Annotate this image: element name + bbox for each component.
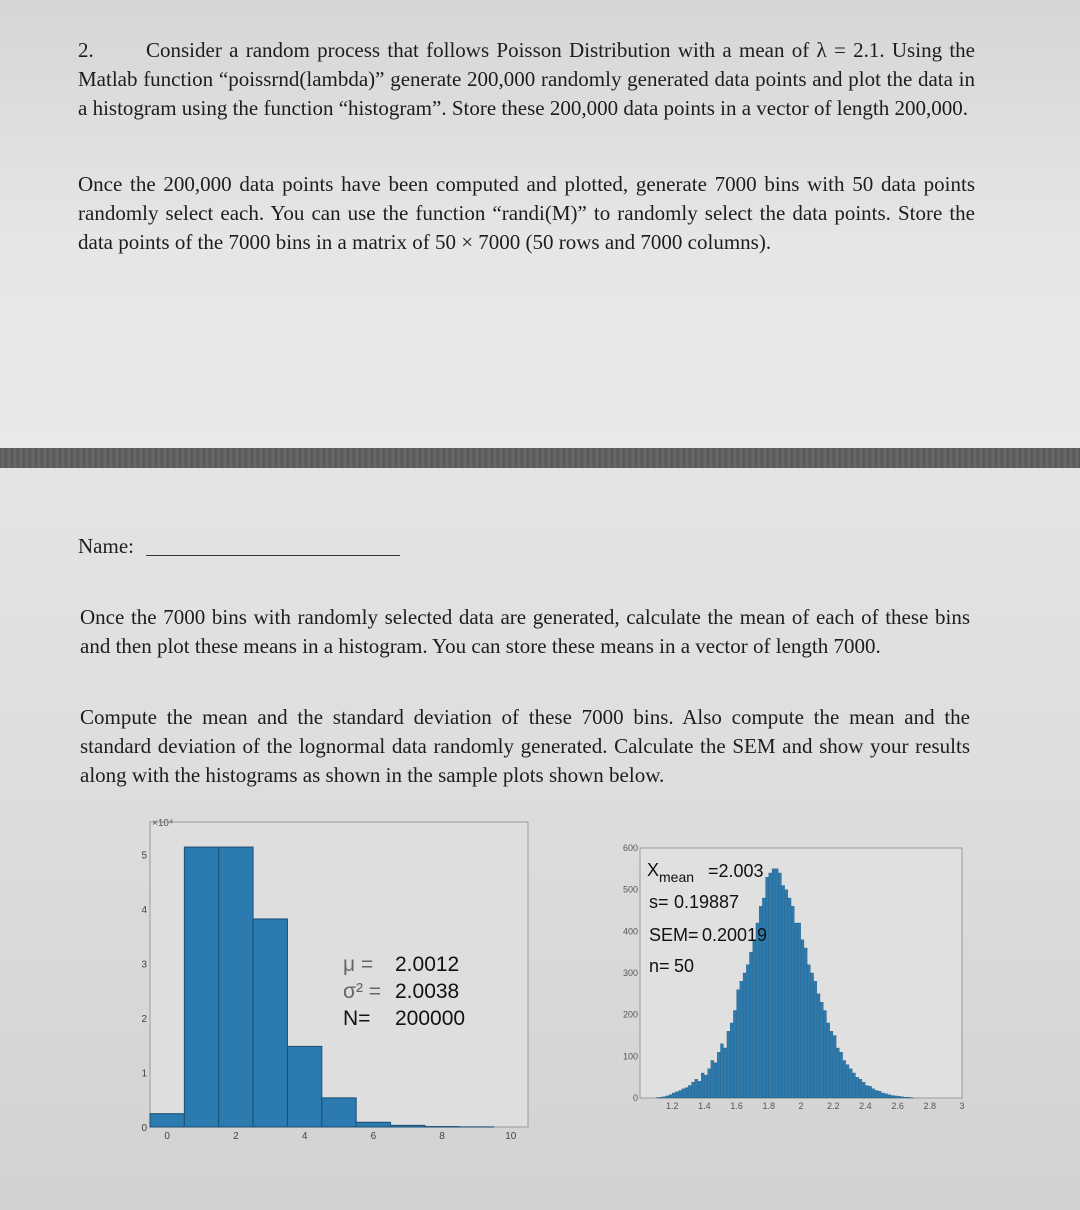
chart2-y-tick-label: 400	[622, 926, 638, 937]
chart2-y-tick-label: 600	[622, 843, 638, 853]
chart2-bar	[685, 1088, 688, 1098]
chart2-x-tick-label: 2.8	[923, 1101, 937, 1111]
chart2-bar	[820, 1002, 823, 1098]
chart2-bar	[778, 873, 781, 1098]
chart2-x-tick-label: 1.6	[730, 1101, 743, 1111]
chart2-bar	[675, 1092, 678, 1098]
chart1-bar	[287, 1046, 321, 1127]
chart2-bar	[730, 1023, 733, 1098]
chart2-x-tick-label: 2.6	[891, 1101, 904, 1111]
chart2-bar	[817, 994, 820, 1098]
chart2-bar	[711, 1061, 714, 1099]
chart2-x-tick-label: 2	[798, 1101, 804, 1111]
chart2-bar	[891, 1096, 894, 1099]
chart2-sem-label: SEM=	[649, 925, 699, 945]
chart1-x-tick-label: 6	[370, 1131, 377, 1142]
chart2-bar	[708, 1069, 711, 1098]
chart2-bar	[830, 1031, 833, 1098]
chart2-bar	[756, 923, 759, 1098]
chart1-sigma-label: σ² =	[343, 980, 382, 1003]
chart2-bar	[878, 1091, 881, 1098]
chart2-bar	[836, 1048, 839, 1098]
chart2-bar	[798, 923, 801, 1098]
chart2-bar	[853, 1073, 856, 1098]
chart2-bar	[695, 1079, 698, 1098]
chart2-s-label: s=	[649, 892, 669, 912]
chart2-xmean-label: $X_{mean}$	[647, 860, 695, 885]
chart2-bar	[724, 1048, 727, 1098]
chart2-bar	[740, 981, 743, 1098]
chart1-y-tick-label: 5	[141, 850, 147, 862]
chart2-bar	[824, 1011, 827, 1099]
chart1-exponent-label: ×10⁴	[152, 818, 174, 829]
chart2-bar	[849, 1069, 852, 1098]
chart1-x-tick-label: 8	[439, 1131, 445, 1142]
chart2-bar	[659, 1097, 662, 1098]
chart2-bar	[846, 1065, 849, 1098]
chart1-bar	[322, 1098, 356, 1127]
chart2-bar	[766, 877, 769, 1098]
chart2-y-tick-label: 500	[622, 884, 638, 895]
chart2-bar	[785, 890, 788, 1098]
chart2-bar	[721, 1044, 724, 1098]
chart2-bar	[901, 1097, 904, 1098]
chart2-bar	[772, 869, 775, 1098]
chart1-x-tick-label: 4	[301, 1131, 308, 1142]
chart1-x-tick-label: 10	[505, 1131, 517, 1142]
chart2-bar	[801, 940, 804, 1098]
chart2-bar	[843, 1061, 846, 1099]
chart1-bar	[253, 919, 287, 1127]
chart1-bar	[391, 1125, 425, 1127]
chart1-mu-label: μ =	[343, 953, 374, 976]
chart2-bar	[737, 990, 740, 1098]
chart1-bar	[184, 847, 218, 1127]
chart2-bar	[717, 1052, 720, 1098]
chart2-bar	[827, 1023, 830, 1098]
chart1-x-tick-label: 0	[164, 1131, 170, 1142]
chart2-bar	[692, 1082, 695, 1098]
chart2-bar	[888, 1095, 891, 1098]
chart2-bar	[669, 1095, 672, 1098]
chart1-n-label: N=	[343, 1007, 371, 1030]
chart2-x-tick-label: 1.8	[762, 1101, 776, 1111]
question-paragraph-2: Once the 200,000 data points have been computed and plotted, generate 7000 bins with 50 data points randomly select each. You can use the function “randi(M)” to randomly select the data points. Store the data points of the 7000 bins in a matrix of 50 × 7000 (50 rows and 7000 columns).	[78, 172, 975, 254]
chart2-bar	[663, 1097, 666, 1098]
chart2-bar	[804, 948, 807, 1098]
chart2-bar	[862, 1082, 865, 1098]
chart2-bar	[746, 965, 749, 1098]
chart2-n-value: 50	[674, 956, 695, 976]
chart2-bar	[679, 1091, 682, 1099]
chart2-bar	[791, 906, 794, 1098]
chart2-bar	[833, 1036, 836, 1099]
chart1-y-tick-label: 2	[141, 1014, 147, 1026]
chart2-bar	[698, 1081, 701, 1098]
chart2-bar	[907, 1097, 910, 1098]
chart2-y-tick-label: 300	[622, 968, 638, 978]
chart2-y-tick-label: 200	[622, 1009, 638, 1020]
chart2-bar	[666, 1096, 669, 1098]
chart1-bar	[150, 1114, 184, 1127]
chart2-s-value: 0.19887	[674, 892, 740, 912]
chart2-x-tick-label: 2.4	[859, 1101, 872, 1111]
chart2-bar	[875, 1091, 878, 1099]
name-label: Name:	[78, 534, 134, 558]
chart2-bar	[898, 1096, 901, 1098]
chart2-bar	[714, 1063, 717, 1098]
chart2-xmean-value: =2.003	[708, 861, 764, 881]
chart2-y-tick-label: 0	[632, 1093, 638, 1103]
chart2-bar	[775, 869, 778, 1098]
chart1-annotations	[343, 953, 465, 1030]
chart1-y-tick-label: 0	[141, 1123, 147, 1134]
chart2-bar	[701, 1073, 704, 1098]
chart2-bar	[872, 1089, 875, 1098]
question-number: 2.	[78, 38, 94, 62]
chart2-bar	[811, 973, 814, 1098]
chart1-bar	[356, 1122, 390, 1127]
chart2-bar	[727, 1031, 730, 1098]
chart2-bar	[882, 1093, 885, 1098]
chart2-y-tick-label: 100	[622, 1051, 638, 1062]
chart2-x-tick-label: 3	[959, 1101, 965, 1111]
chart1-y-tick-label: 4	[141, 905, 147, 917]
chart1-y-tick-label: 3	[141, 959, 147, 971]
chart2-bar	[814, 981, 817, 1098]
chart2-bar	[856, 1077, 859, 1098]
chart2-bar	[865, 1086, 868, 1099]
chart2-sem-value: 0.20019	[702, 925, 768, 945]
chart1-n-value: 200000	[395, 1007, 466, 1030]
chart2-bar	[788, 898, 791, 1098]
chart2-x-tick-label: 1.2	[665, 1101, 679, 1111]
chart2-bar	[753, 940, 756, 1098]
chart2-bar	[859, 1079, 862, 1098]
chart2-x-tick-label: 1.4	[698, 1101, 711, 1111]
chart2-bar	[743, 973, 746, 1098]
chart1-bar	[219, 847, 253, 1127]
chart2-n-label: n=	[649, 956, 670, 976]
question-paragraph-1: 2. Consider a random process that follows Poisson Distribution with a mean of λ = 2.1. Using the Matlab function “poissrnd(lambda)” generate 200,000 randomly generated data points and plot the data in a histogram using the function “histogram”. Store these 200,000 data points in a vector of length 200,000.	[78, 38, 975, 120]
chart2-x-tick-label: 2.2	[826, 1101, 840, 1111]
chart2-bar	[894, 1096, 897, 1098]
chart2-bar	[733, 1011, 736, 1099]
chart2-bar	[749, 952, 752, 1098]
chart2-bar	[682, 1089, 685, 1098]
chart2-bar	[672, 1093, 675, 1098]
chart2-bar	[840, 1052, 843, 1098]
chart2-bar	[904, 1097, 907, 1098]
chart2-bar	[769, 873, 772, 1098]
chart2-bar	[869, 1086, 872, 1098]
chart2-bar	[885, 1094, 888, 1098]
paragraph-bin-means: Once the 7000 bins with randomly selected data are generated, calculate the mean of each of these bins and then plot these means in a histogram. You can store these means in a vector of length 7000.	[80, 605, 970, 658]
chart2-bar	[807, 965, 810, 1098]
chart1-mu-value: 2.0012	[395, 953, 460, 976]
chart1-x-tick-label: 2	[233, 1131, 239, 1142]
paragraph-compute-stats: Compute the mean and the standard deviation of these 7000 bins. Also compute the mean and the standard deviation of the lognormal data randomly generated. Calculate the SEM and show your results along with the histograms as shown in the sample plots shown below.	[80, 705, 970, 787]
chart2-bar	[782, 886, 785, 1099]
chart2-bar	[704, 1075, 707, 1098]
chart2-bar	[795, 923, 798, 1098]
chart2-bar	[688, 1086, 691, 1099]
chart1-y-tick-label: 1	[141, 1068, 147, 1080]
chart1-sigma-value: 2.0038	[395, 980, 460, 1003]
